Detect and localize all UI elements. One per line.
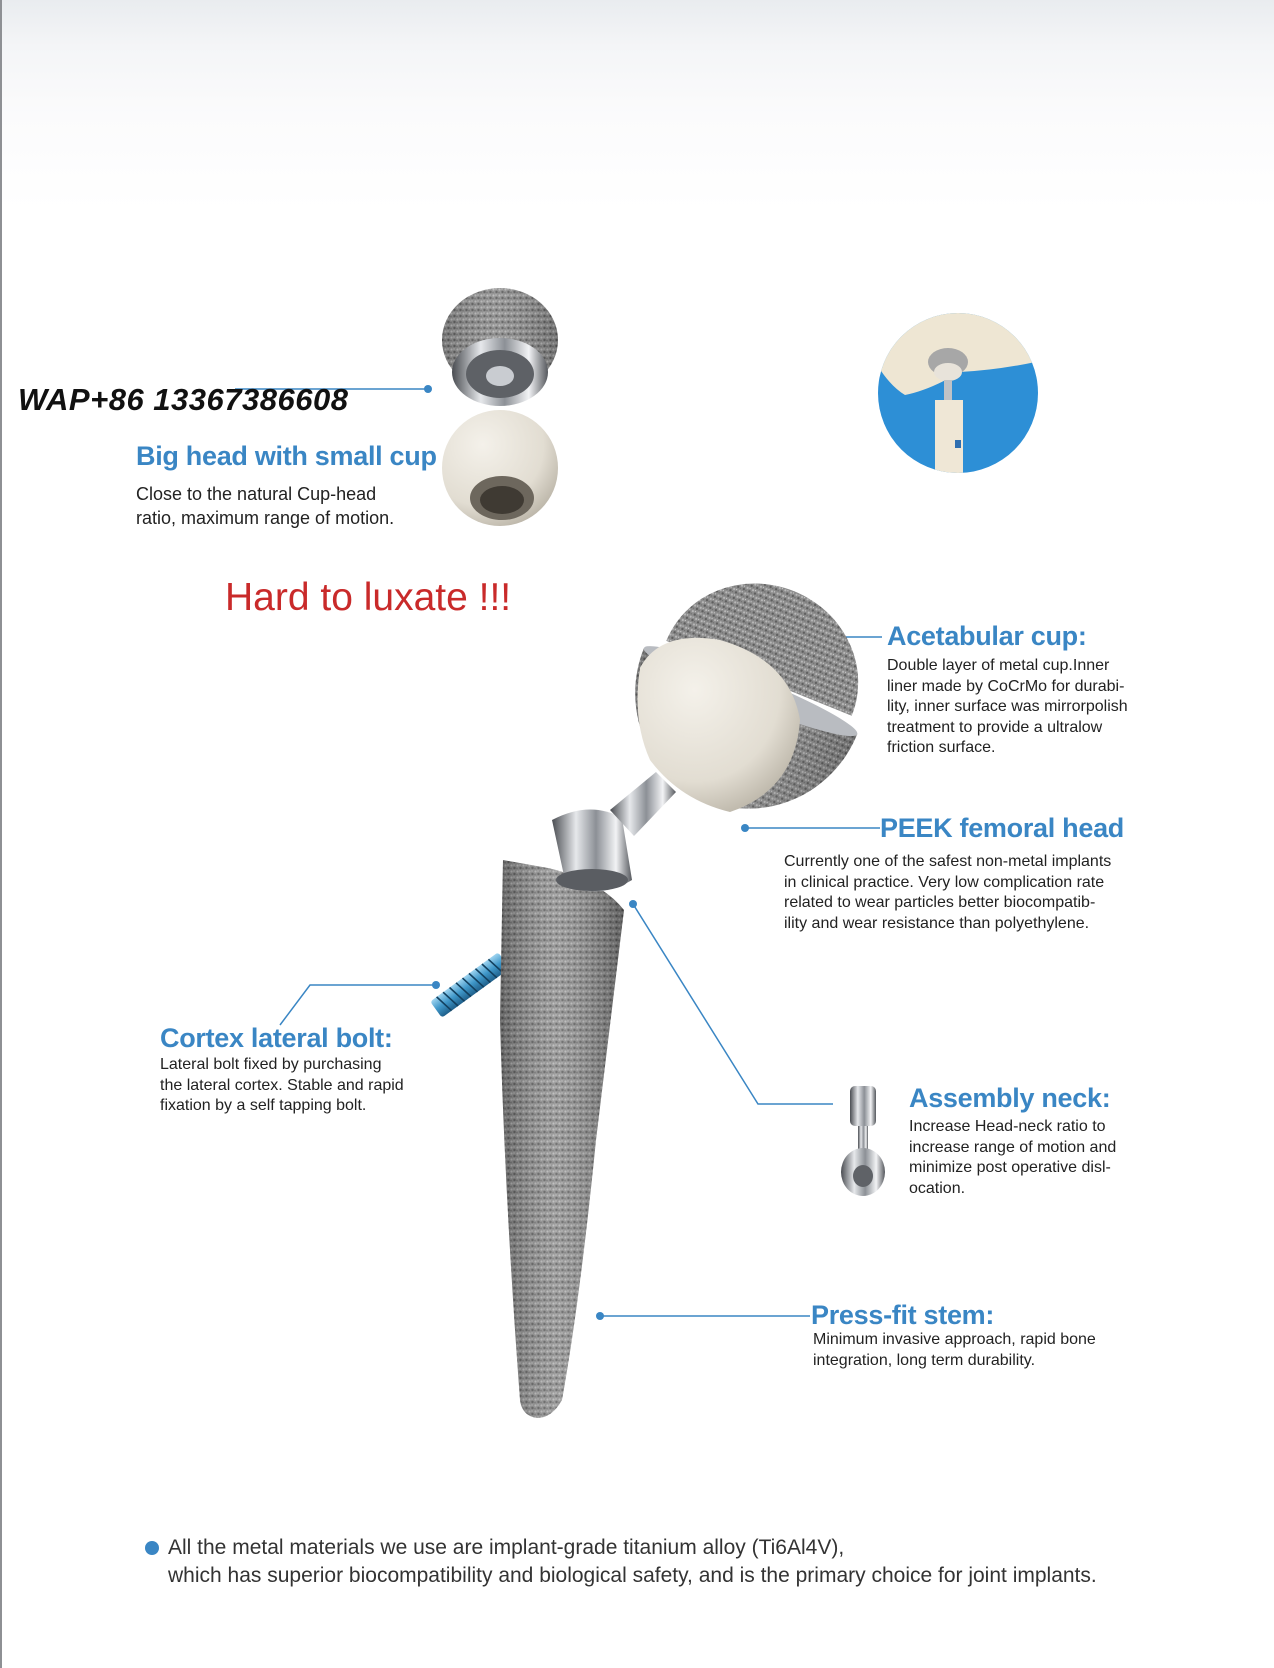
footer-line: All the metal materials we use are implant-grade titanium alloy (Ti6Al4V), — [168, 1536, 845, 1559]
press-fit-stem-icon — [500, 860, 624, 1418]
femoral-neck-icon — [552, 772, 676, 891]
big-head-line: Close to the natural Cup-head — [136, 484, 377, 504]
press-fit-title: Press-fit stem: — [811, 1300, 995, 1330]
big-head-line: ratio, maximum range of motion. — [136, 508, 395, 528]
ceramic-head-icon — [442, 410, 558, 526]
peek-head-line: in clinical practice. Very low complication rate — [784, 873, 1105, 891]
acetabular-cup-line: Double layer of metal cup.Inner — [887, 657, 1110, 674]
slogan: Hard to luxate !!! — [225, 576, 512, 619]
big-head-title: Big head with small cup — [136, 441, 437, 471]
cortex-bolt-title: Cortex lateral bolt: — [160, 1023, 393, 1053]
assembly-neck-line: minimize post operative disl- — [909, 1159, 1111, 1177]
cortex-bolt-line: Lateral bolt fixed by purchasing — [160, 1056, 382, 1073]
acetabular-cup-description — [887, 656, 1128, 759]
press-fit-description — [813, 1330, 1096, 1371]
footer-bullet — [145, 1541, 159, 1555]
assembly-neck-title: Assembly neck: — [909, 1083, 1111, 1113]
peek-head-description — [784, 852, 1111, 934]
assembly-neck-description — [909, 1117, 1116, 1199]
small-cup-icon — [442, 288, 558, 406]
cortex-bolt-line: the lateral cortex. Stable and rapid — [160, 1076, 404, 1094]
big-head-description — [136, 482, 394, 530]
acetabular-cup-title: Acetabular cup: — [887, 621, 1087, 651]
footer-line: which has superior biocompatibility and biological safety, and is the primary choice for joint implants. — [168, 1564, 1097, 1587]
assembly-neck-line: Increase Head-neck ratio to — [909, 1118, 1106, 1135]
peek-head-line: related to wear particles better biocompatib- — [784, 894, 1096, 912]
contact-watermark: WAP+86 13367386608 — [18, 382, 349, 417]
press-fit-line: Minimum invasive approach, rapid bone — [813, 1331, 1096, 1348]
peek-head-line: ility and wear resistance than polyethylene. — [784, 914, 1090, 932]
acetabular-cup-line: treatment to provide a ultralow — [887, 718, 1103, 736]
assembly-neck-line: ocation. — [909, 1179, 966, 1197]
acetabular-cup-line: lity, inner surface was mirrorpolish — [887, 698, 1128, 716]
cortex-bolt-line: fixation by a self tapping bolt. — [160, 1097, 367, 1115]
press-fit-line: integration, long term durability. — [813, 1351, 1036, 1369]
acetabular-cup-line: liner made by CoCrMo for durabi- — [887, 677, 1125, 695]
cortex-bolt-description — [160, 1055, 404, 1117]
assembly-neck-line: increase range of motion and — [909, 1138, 1117, 1156]
hip-joint-photo-icon — [860, 310, 1045, 490]
peek-head-line: Currently one of the safest non-metal implants — [784, 853, 1112, 870]
peek-head-title: PEEK femoral head — [880, 813, 1124, 843]
acetabular-cup-line: friction surface. — [887, 739, 996, 757]
lateral-bolt-icon — [430, 952, 510, 1018]
assembly-neck-icon — [841, 1086, 885, 1196]
footer-note — [168, 1534, 1097, 1590]
